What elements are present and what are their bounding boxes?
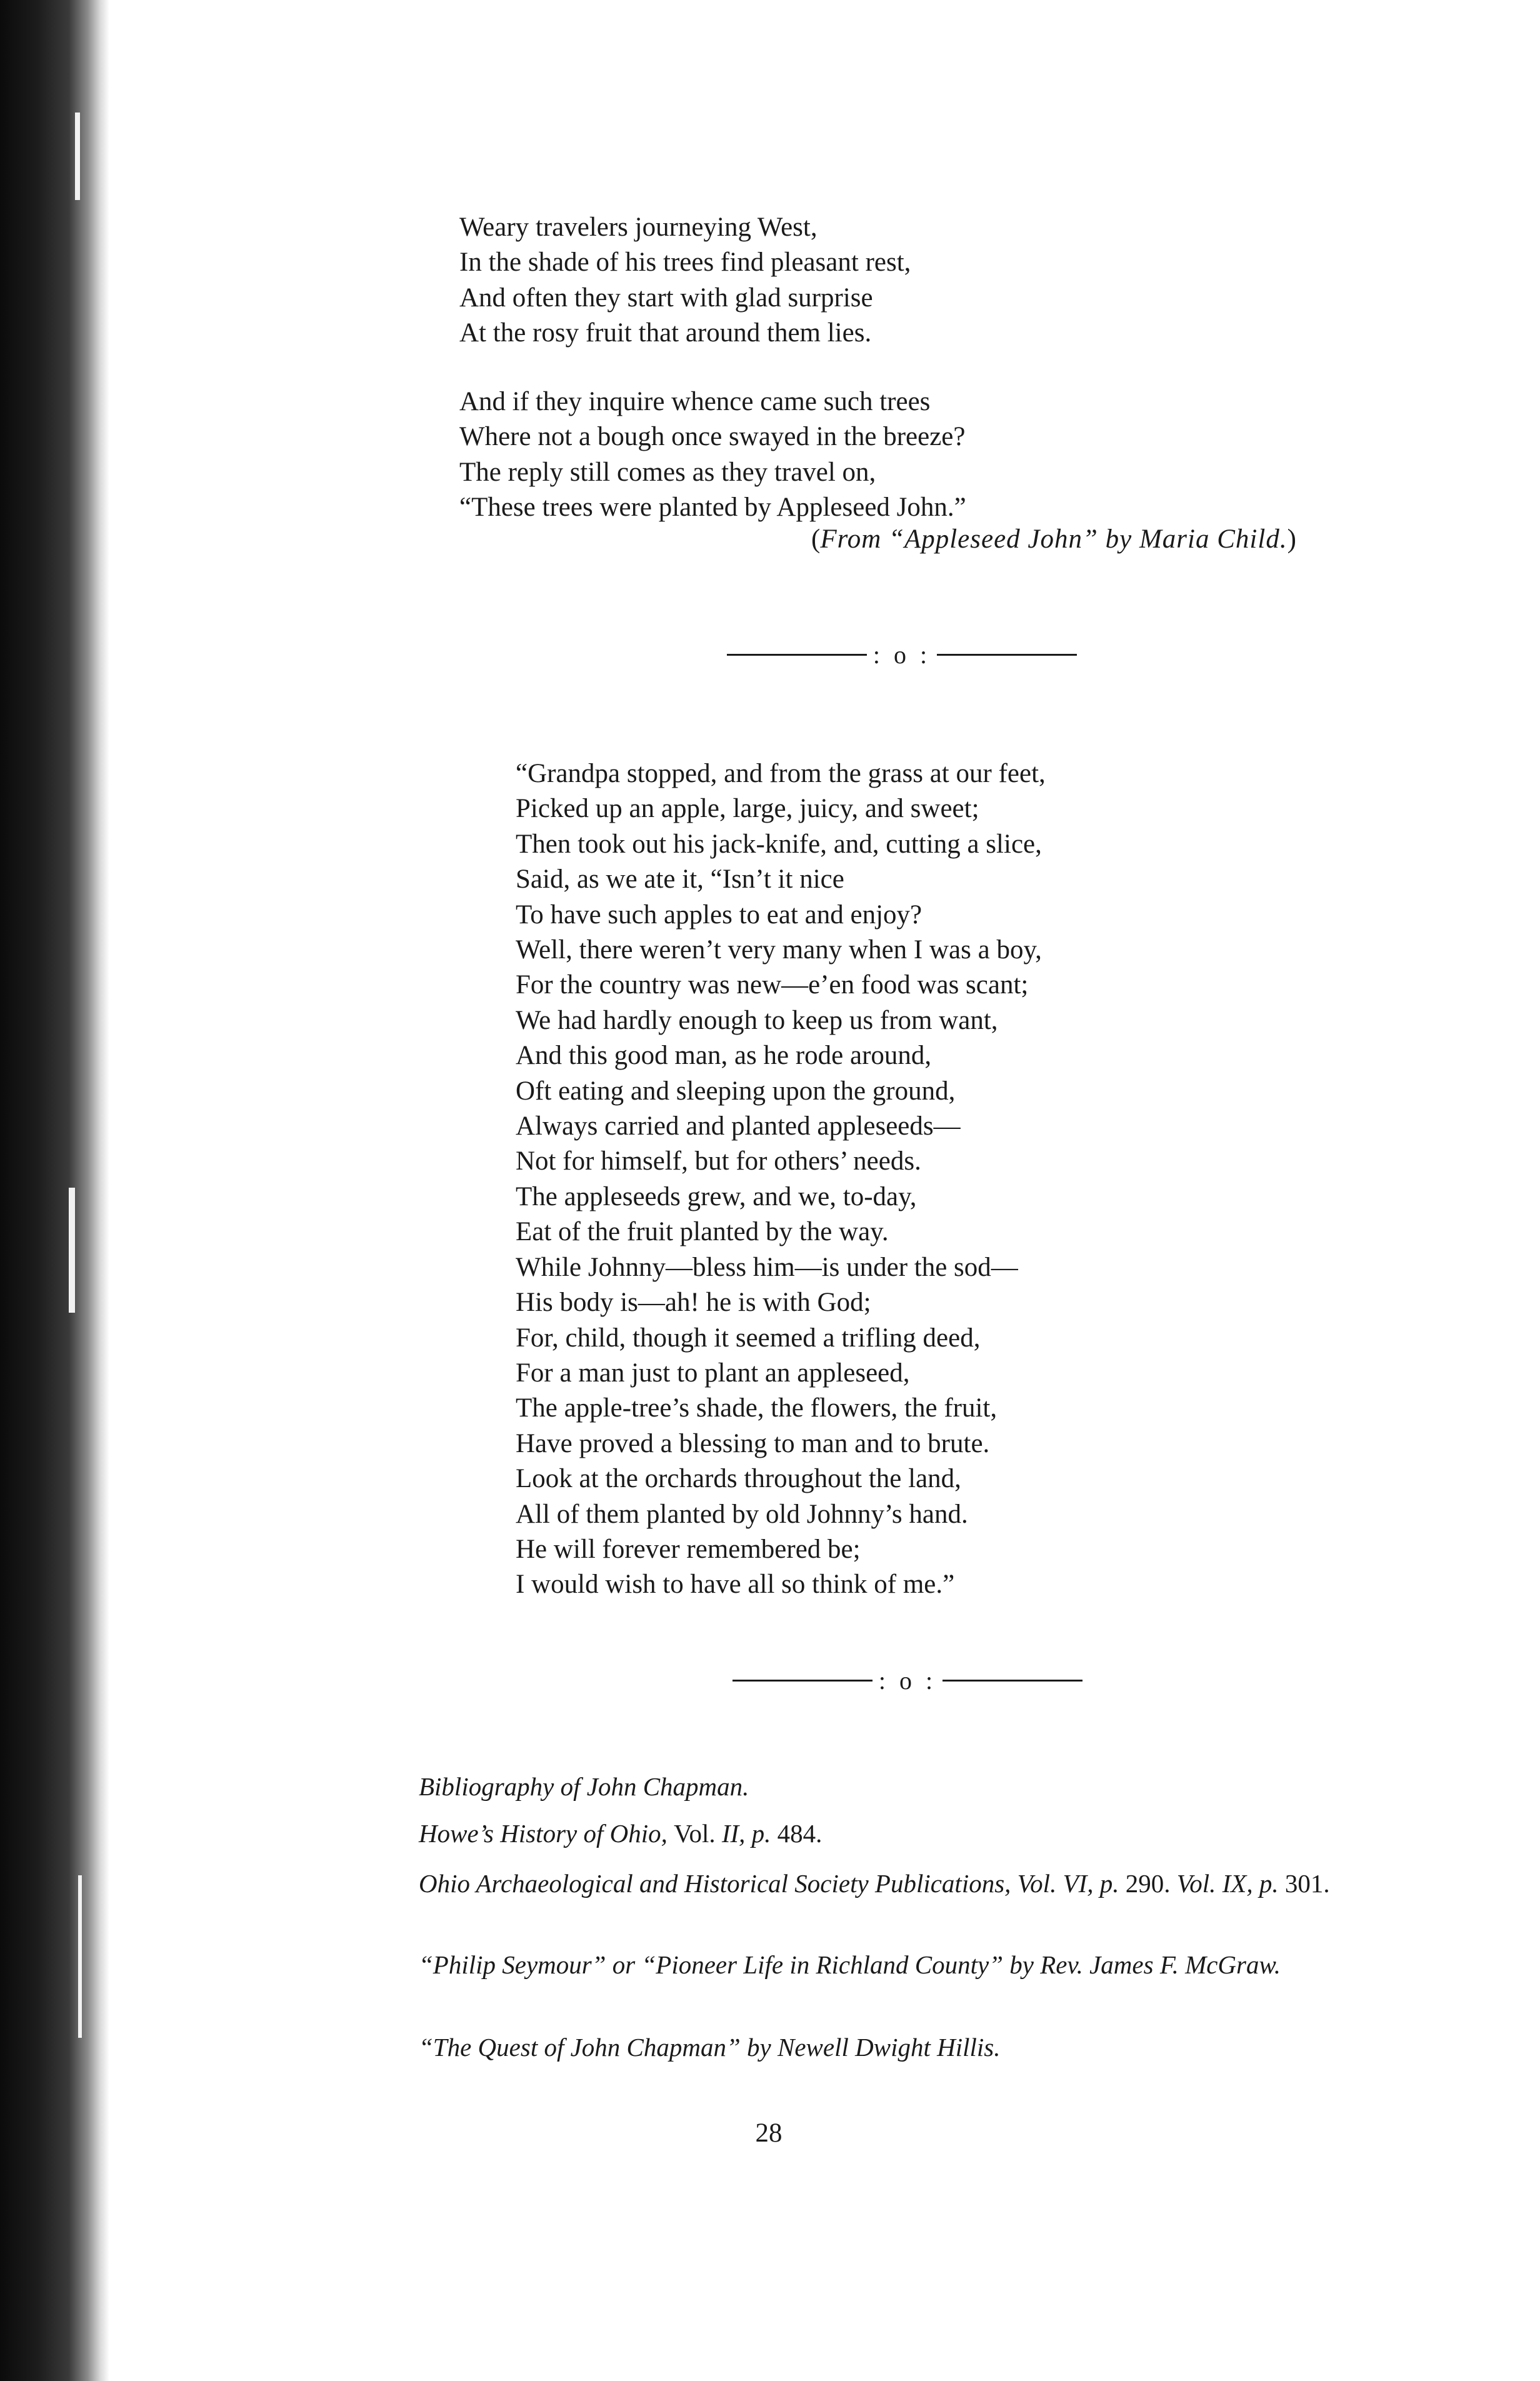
poem-line: Always carried and planted appleseeds— xyxy=(516,1111,961,1141)
poem-line: Picked up an apple, large, juicy, and sweet; xyxy=(516,794,979,824)
divider-mark: : o : xyxy=(872,640,931,669)
poem-line: Look at the orchards throughout the land, xyxy=(516,1464,961,1494)
poem-line: The reply still comes as they travel on, xyxy=(459,457,876,487)
bib-entry-1-page: 484. xyxy=(777,1819,822,1848)
poem-line: Said, as we ate it, “Isn’t it nice xyxy=(516,865,844,895)
poem-line: Oft eating and sleeping upon the ground, xyxy=(516,1076,956,1106)
poem-line: To have such apples to eat and enjoy? xyxy=(516,900,922,930)
poem-line: And this good man, as he rode around, xyxy=(516,1041,932,1071)
bib-entry-2-page: 290. xyxy=(1125,1869,1171,1898)
poem-stanza-1 xyxy=(459,210,911,351)
poem-line: Have proved a blessing to man and to brute. xyxy=(516,1428,990,1458)
divider-rule-right xyxy=(937,654,1077,656)
bibliography-entry: “The Quest of John Chapman” by Newell Dwight Hillis. xyxy=(419,2033,1001,2062)
bibliography-entry xyxy=(350,1866,1475,1901)
poem-line: For a man just to plant an appleseed, xyxy=(516,1358,910,1388)
poem-line: In the shade of his trees find pleasant rest, xyxy=(459,248,911,278)
poem-line: All of them planted by old Johnny’s hand. xyxy=(516,1499,968,1529)
section-divider xyxy=(727,636,1077,673)
poem-line: The appleseeds grew, and we, to-day, xyxy=(516,1181,917,1211)
section-divider xyxy=(732,1662,1082,1699)
divider-rule-left xyxy=(727,654,867,656)
bib-entry-2-page-2: 301. xyxy=(1284,1869,1330,1898)
poem-line: The apple-tree’s shade, the flowers, the fruit, xyxy=(516,1393,998,1423)
poem-line: His body is—ah! he is with God; xyxy=(516,1288,871,1318)
bibliography-entry xyxy=(350,1816,1475,1851)
poem-line: I would wish to have all so think of me.” xyxy=(516,1570,955,1600)
poem-attribution xyxy=(811,524,1296,554)
bib-entry-2-title: Ohio Archaeological and Historical Society Publications, Vol. VI, p. xyxy=(419,1869,1126,1898)
poem-line: At the rosy fruit that around them lies. xyxy=(459,318,872,348)
attribution-close-paren: ) xyxy=(1287,524,1296,554)
scanned-page-edge xyxy=(0,0,109,2381)
poem-line: For the country was new—e’en food was scant; xyxy=(516,970,1029,1000)
poem-line: While Johnny—bless him—is under the sod— xyxy=(516,1252,1018,1282)
poem-line: Not for himself, but for others’ needs. xyxy=(516,1146,921,1176)
poem-line: “These trees were planted by Appleseed John.” xyxy=(459,492,966,522)
bibliography-entry: “Philip Seymour” or “Pioneer Life in Richland County” by Rev. James F. McGraw. xyxy=(419,1950,1281,1979)
bibliography-heading: Bibliography of John Chapman. xyxy=(419,1772,749,1801)
edge-speck xyxy=(78,1875,82,2038)
poem-line: “Grandpa stopped, and from the grass at our feet, xyxy=(516,759,1046,788)
bib-entry-1-volnum: II, p. xyxy=(715,1819,778,1848)
poem-line: And often they start with glad surprise xyxy=(459,283,873,313)
divider-rule-right xyxy=(942,1680,1082,1682)
divider-rule-left xyxy=(732,1680,872,1682)
edge-speck xyxy=(69,1188,75,1313)
poem-stanza-2 xyxy=(459,384,966,525)
poem-line: Weary travelers journeying West, xyxy=(459,213,818,242)
poem-line: Eat of the fruit planted by the way. xyxy=(516,1217,889,1247)
attribution-text: From “Appleseed John” by Maria Child. xyxy=(820,524,1288,554)
poem-line: Where not a bough once swayed in the breeze? xyxy=(459,422,966,452)
attribution-open-paren: ( xyxy=(811,524,821,554)
poem-line: Well, there weren’t very many when I was a boy, xyxy=(516,935,1042,965)
edge-speck xyxy=(75,113,80,200)
bib-entry-2-vol: Vol. IX, p. xyxy=(1170,1869,1285,1898)
page-number: 28 xyxy=(755,2118,782,2148)
bib-entry-1-vol: Vol. xyxy=(674,1819,716,1848)
poem-line: For, child, though it seemed a trifling deed, xyxy=(516,1323,981,1353)
poem-line: He will forever remembered be; xyxy=(516,1534,861,1564)
divider-mark: : o : xyxy=(878,1666,937,1695)
bib-entry-1-title: Howe’s History of Ohio, xyxy=(419,1819,674,1848)
grandpa-poem xyxy=(516,756,1046,1603)
poem-line: And if they inquire whence came such trees xyxy=(459,387,931,416)
poem-line: Then took out his jack-knife, and, cutting a slice, xyxy=(516,829,1042,859)
poem-line: We had hardly enough to keep us from want, xyxy=(516,1005,998,1035)
